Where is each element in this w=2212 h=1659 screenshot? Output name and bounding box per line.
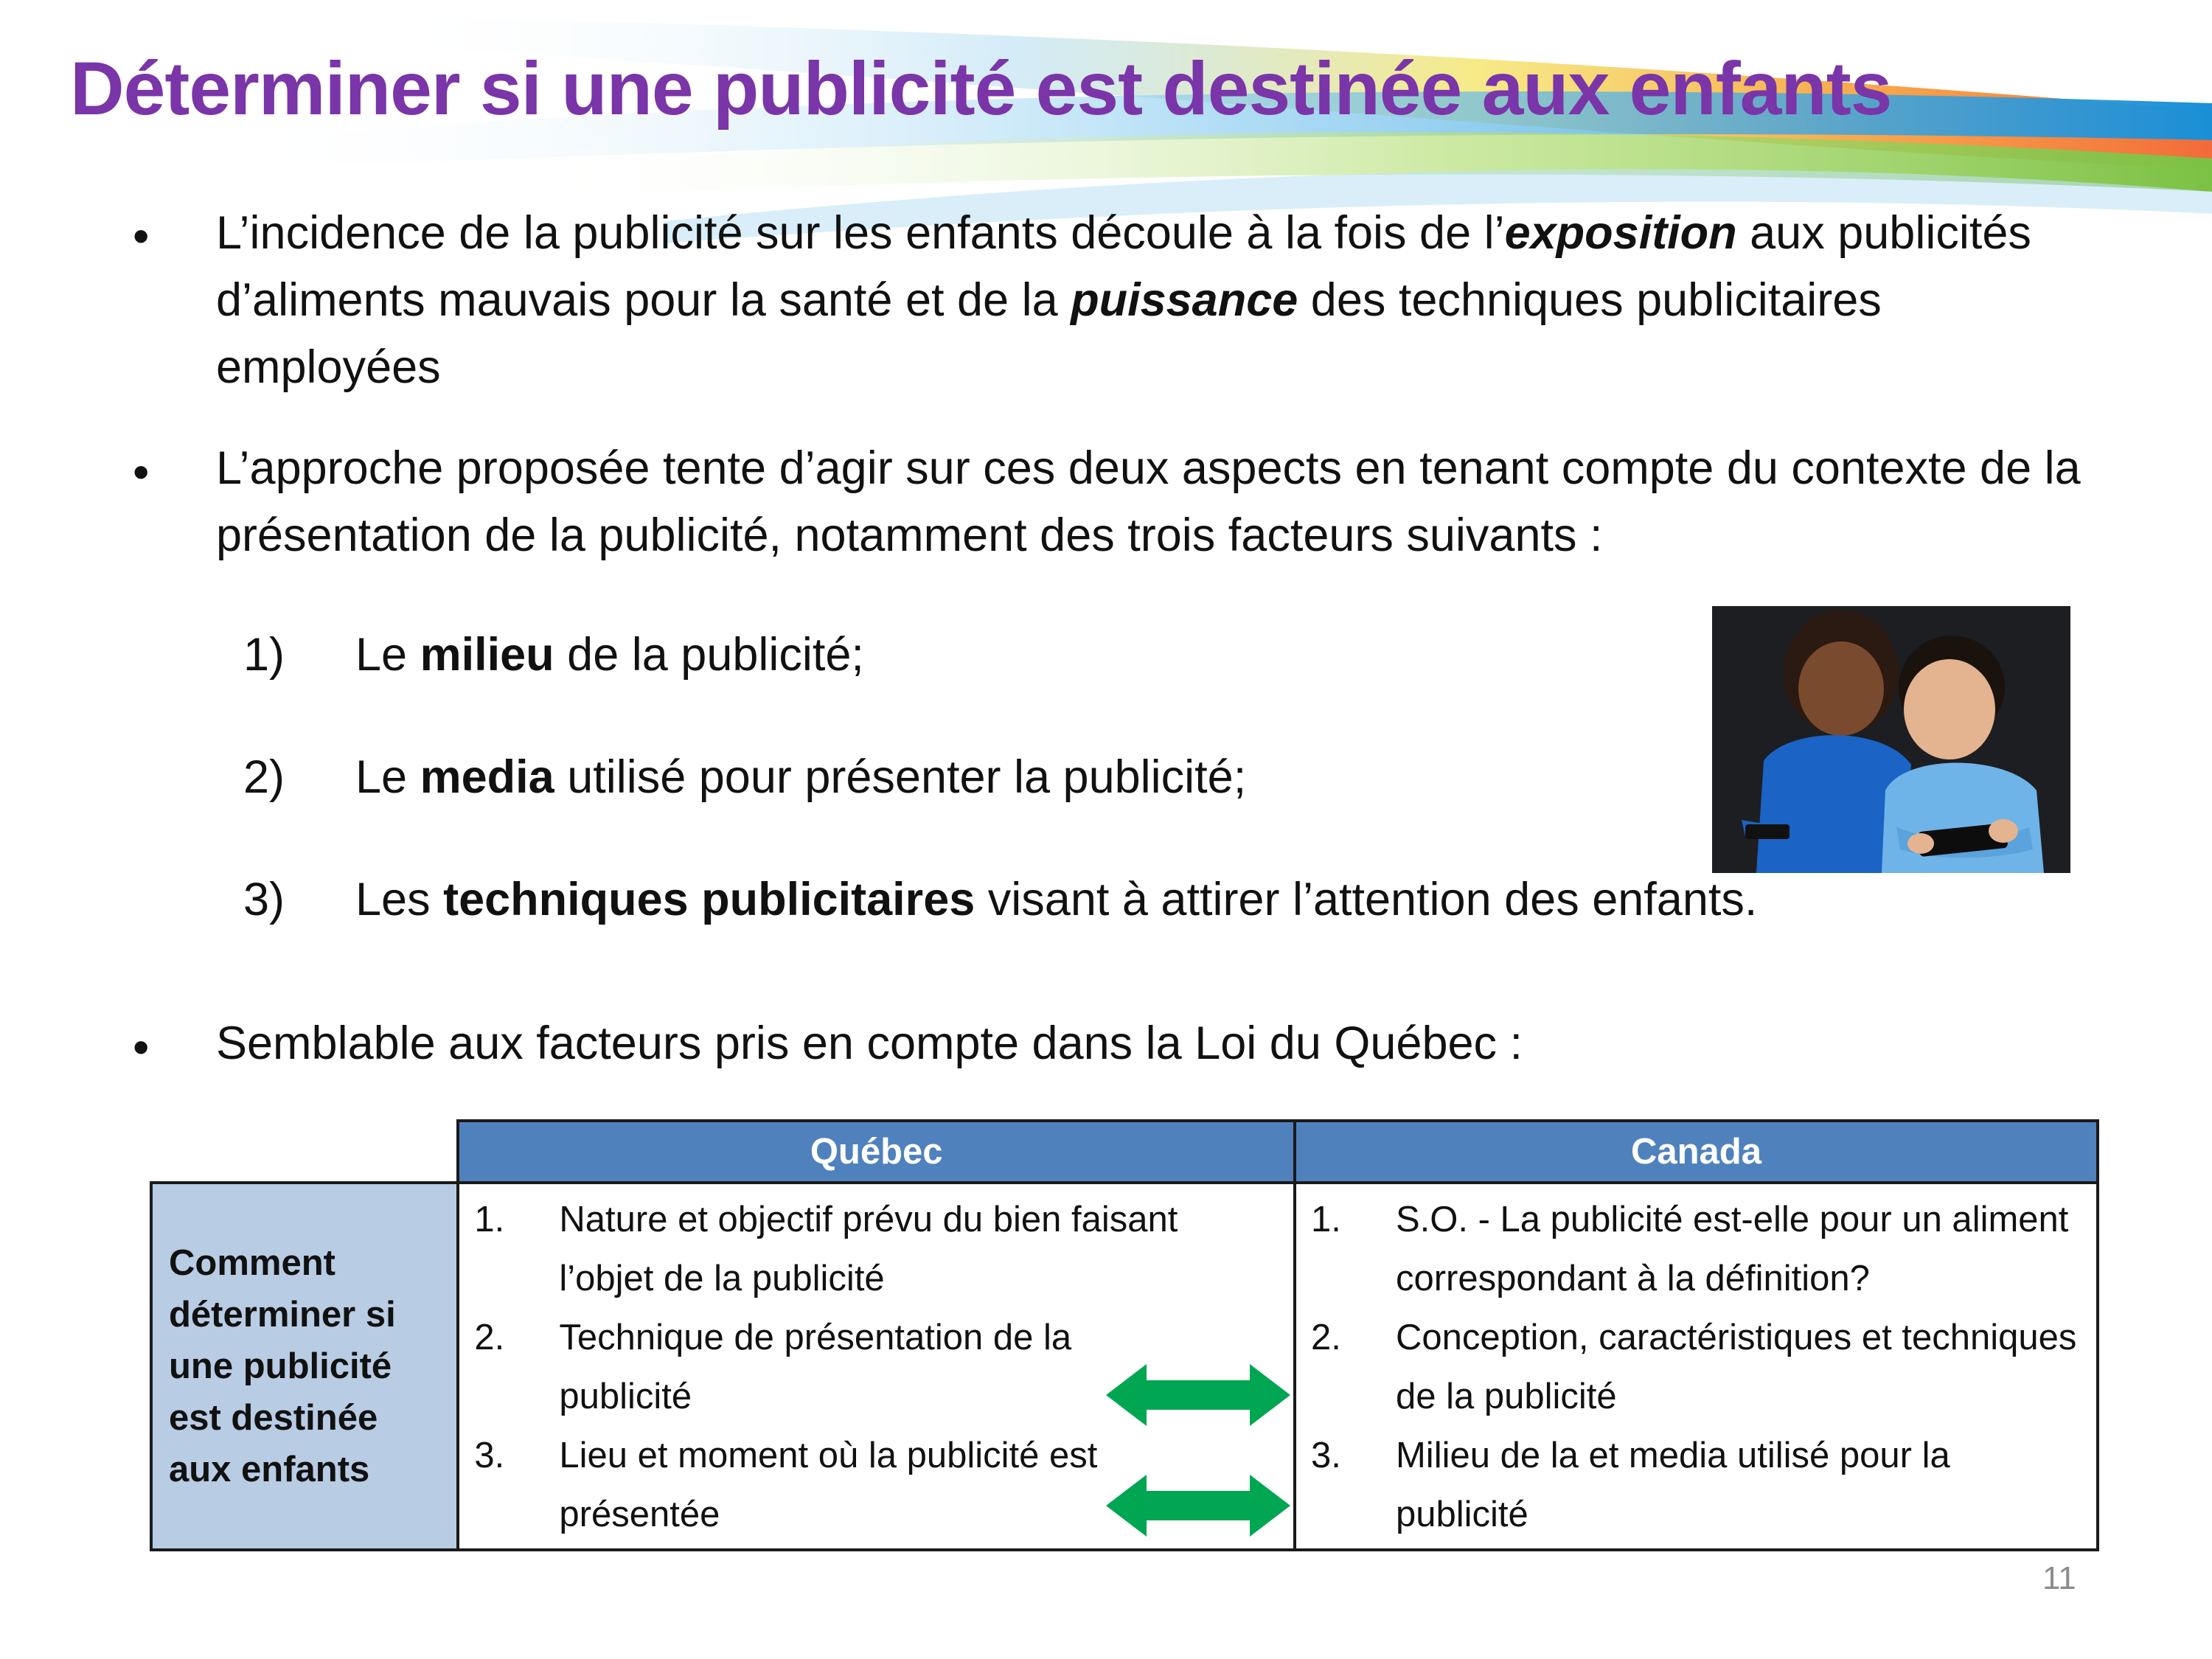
- item-text: Nature et objectif prévu du bien faisant l’objet de la publicité: [559, 1200, 1178, 1298]
- item-number: 1.: [474, 1200, 505, 1239]
- factor-2-suffix: utilisé pour présenter la publicité;: [554, 751, 1247, 803]
- list-item: [1311, 1308, 2081, 1426]
- factor-number: 2): [243, 751, 285, 803]
- bullet-exposure-text: [216, 200, 2104, 401]
- double-arrow-icon: [1106, 1364, 1290, 1426]
- factor-1-bold: milieu: [420, 629, 554, 681]
- emphasis-exposition: exposition: [1504, 207, 1737, 259]
- factor-1-prefix: Le: [355, 629, 420, 681]
- item-text: Conception, caractéristiques et techniques de la publicité: [1395, 1318, 2077, 1416]
- header-canada: Canada: [1295, 1121, 2098, 1183]
- slide-title: Déterminer si une publicité est destinée aux enfants: [70, 46, 1892, 131]
- bullet-quebec-law-text: Semblable aux facteurs pris en compte dans la Loi du Québec :: [216, 1018, 1523, 1069]
- bullet-1-part-3: des techniques publicitaires employées: [216, 274, 1882, 393]
- factor-milieu: [355, 628, 864, 681]
- factor-number: 3): [243, 874, 285, 925]
- item-number: 3.: [1310, 1436, 1341, 1475]
- bullet-approach-text: L’approche proposée tente d’agir sur ces deux aspects en tenant compte du contexte de la présentation de la publicité, notamment des trois facteurs suivants :: [216, 442, 2081, 561]
- item-text: Milieu de la et media utilisé pour la publicité: [1395, 1436, 1950, 1534]
- factor-3-suffix: visant à attirer l’attention des enfants.: [975, 874, 1758, 925]
- item-number: 2.: [1310, 1318, 1341, 1357]
- item-text: S.O. - La publicité est-elle pour un aliment correspondant à la définition?: [1395, 1200, 2069, 1298]
- bullet-1-part-2: aux publicités d’aliments mauvais pour la santé et de la: [216, 207, 2031, 326]
- factor-2-bold: media: [420, 751, 554, 803]
- item-number: 1.: [1310, 1200, 1341, 1239]
- table-corner-cell: [151, 1121, 458, 1183]
- list-item: [474, 1190, 1279, 1308]
- item-text: Lieu et moment où la publicité est présentée: [559, 1436, 1098, 1534]
- factor-2-prefix: Le: [355, 751, 420, 803]
- bullet-marker: •: [133, 209, 150, 262]
- factor-3-prefix: Les: [355, 874, 444, 925]
- double-arrow-icon: [1106, 1475, 1290, 1537]
- row-header-text: Comment déterminer si une publicité est destinée aux enfants: [169, 1243, 396, 1489]
- bullet-1-part-1: L’incidence de la publicité sur les enfants découle à la fois de l’: [216, 207, 1505, 259]
- list-item: [1311, 1426, 2081, 1544]
- bullet-marker: •: [133, 1020, 150, 1074]
- item-number: 3.: [474, 1436, 505, 1475]
- bullet-marker: •: [133, 445, 150, 498]
- header-quebec: Québec: [458, 1121, 1295, 1183]
- list-item: [1311, 1190, 2081, 1308]
- children-with-phones-photo: [1712, 606, 2070, 873]
- factor-techniques: [355, 873, 1757, 926]
- table-header-row: [151, 1121, 2098, 1183]
- row-header-cell: [151, 1183, 458, 1550]
- canada-criteria-cell: [1295, 1183, 2098, 1550]
- item-number: 2.: [474, 1318, 505, 1357]
- factor-number: 1): [243, 629, 285, 681]
- factor-3-bold: techniques publicitaires: [443, 874, 975, 925]
- page-number: 11: [2042, 1560, 2076, 1596]
- emphasis-puissance: puissance: [1071, 274, 1298, 326]
- item-text: Technique de présentation de la publicité: [559, 1318, 1072, 1416]
- factor-media: [355, 751, 1246, 804]
- factor-1-suffix: de la publicité;: [554, 629, 864, 681]
